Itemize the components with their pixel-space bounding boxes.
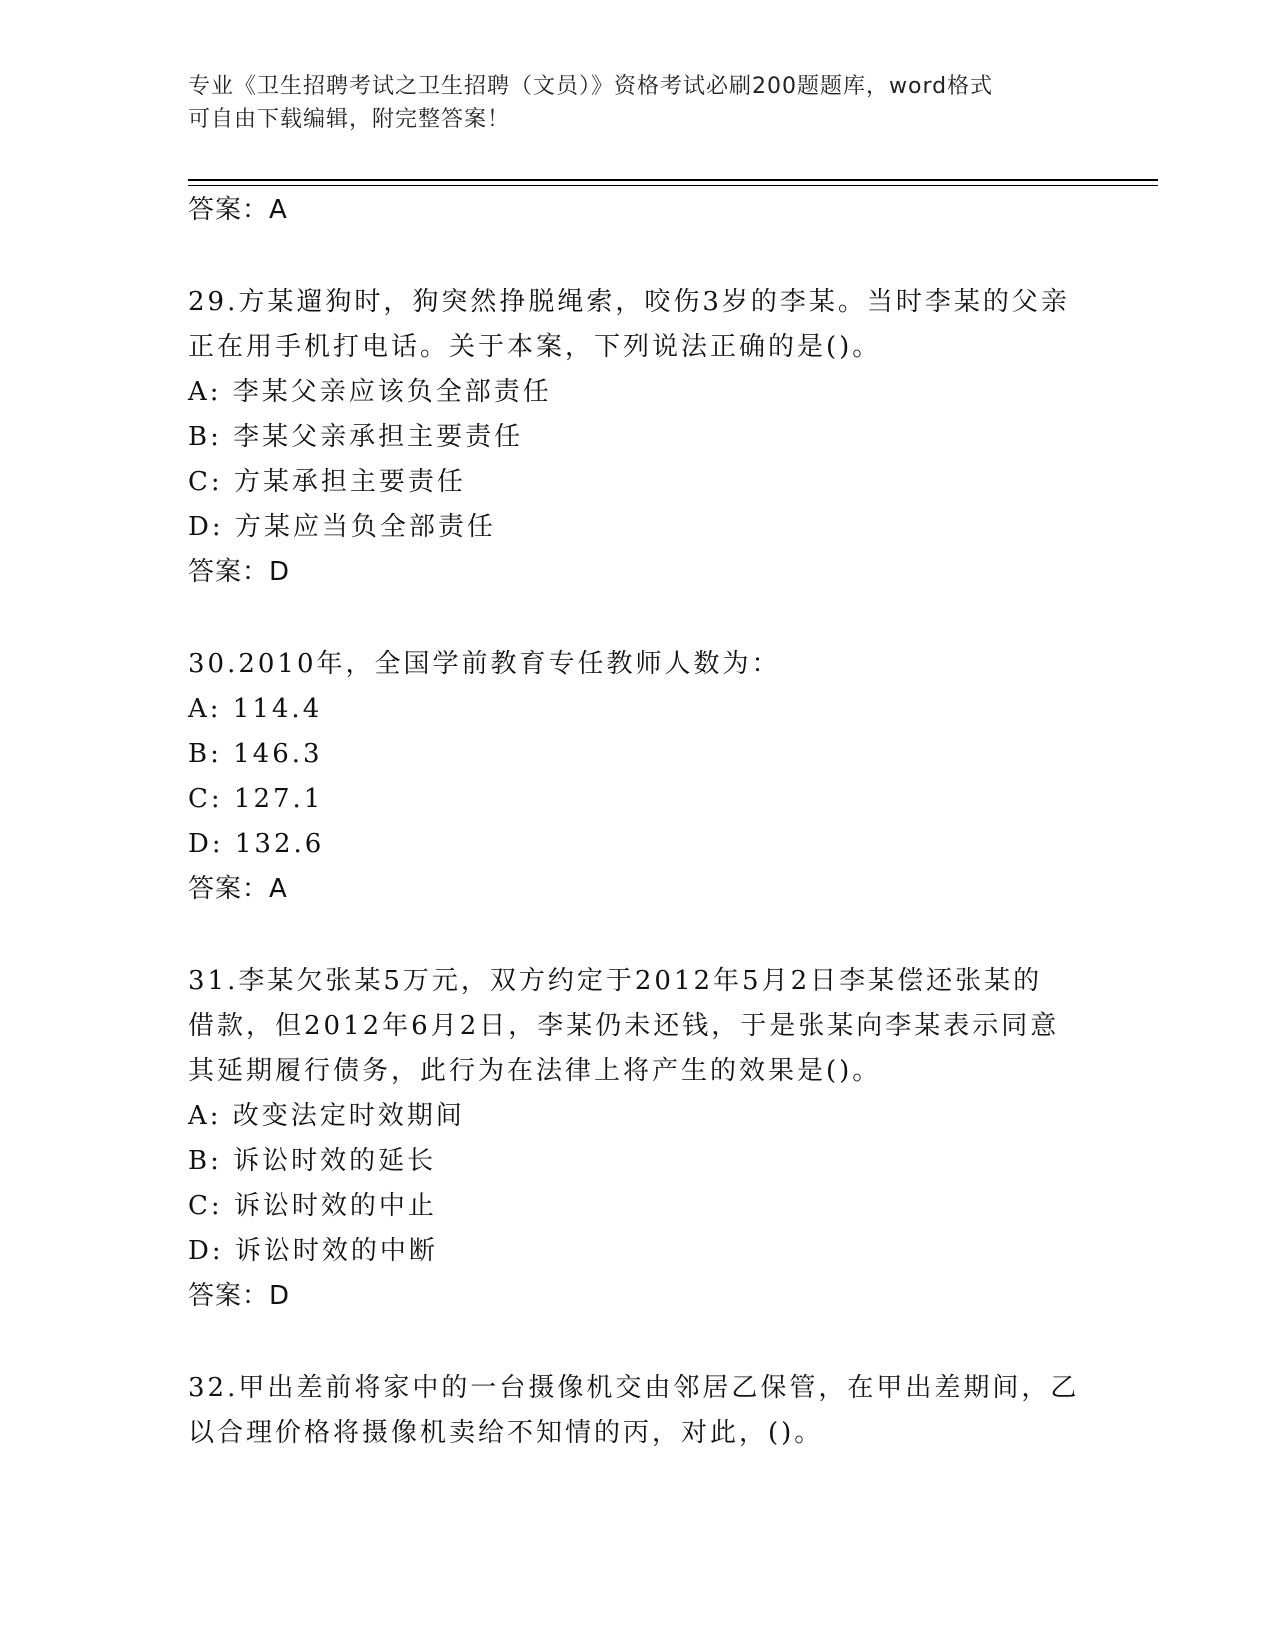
option-b: B: 146.3 [188, 739, 323, 769]
header-rule-thick [188, 179, 1158, 181]
header-rule-thin [188, 185, 1158, 186]
option-a: A: 李某父亲应该负全部责任 [188, 377, 552, 407]
option-c: C: 方某承担主要责任 [188, 467, 466, 497]
option-b: B: 李某父亲承担主要责任 [188, 422, 524, 452]
question-stem-line: 31.李某欠张某5万元，双方约定于2012年5月2日李某偿还张某的 [188, 966, 1043, 996]
option-c: C: 127.1 [188, 784, 324, 814]
answer-line: 答案：A [188, 874, 288, 904]
question-stem-line: 29.方某遛狗时，狗突然挣脱绳索，咬伤3岁的李某。当时李某的父亲 [188, 287, 1070, 317]
question-31 [188, 959, 1108, 1319]
answer-line: 答案：D [188, 557, 291, 587]
header-line-2: 可自由下载编辑，附完整答案！ [188, 107, 511, 132]
option-a: A: 改变法定时效期间 [188, 1101, 465, 1131]
answer-line: 答案：D [188, 1281, 291, 1311]
option-a: A: 114.4 [188, 694, 323, 724]
option-c: C: 诉讼时效的中止 [188, 1191, 437, 1221]
question-stem-line: 30.2010年，全国学前教育专任教师人数为： [188, 649, 781, 679]
option-b: B: 诉讼时效的延长 [188, 1146, 437, 1176]
option-d: D: 诉讼时效的中断 [188, 1236, 438, 1266]
option-d: D: 132.6 [188, 829, 325, 859]
question-30 [188, 642, 1108, 912]
answer-line: 答案：A [188, 195, 288, 225]
question-stem-line: 借款，但2012年6月2日，李某仍未还钱，于是张某向李某表示同意 [188, 1011, 1060, 1041]
question-stem-line: 以合理价格将摄像机卖给不知情的丙，对此，()。 [188, 1418, 824, 1448]
question-stem-line: 其延期履行债务，此行为在法律上将产生的效果是()。 [188, 1056, 882, 1086]
header-line-1: 专业《卫生招聘考试之卫生招聘（文员）》资格考试必刷200题题库，word格式 [188, 74, 994, 99]
question-stem-line: 32.甲出差前将家中的一台摄像机交由邻居乙保管，在甲出差期间，乙 [188, 1373, 1080, 1403]
option-d: D: 方某应当负全部责任 [188, 512, 496, 542]
question-stem-line: 正在用手机打电话。关于本案，下列说法正确的是()。 [188, 332, 882, 362]
question-list [188, 188, 1108, 1456]
question-32 [188, 1366, 1108, 1456]
page-header [188, 70, 1078, 136]
question-29 [188, 280, 1108, 595]
